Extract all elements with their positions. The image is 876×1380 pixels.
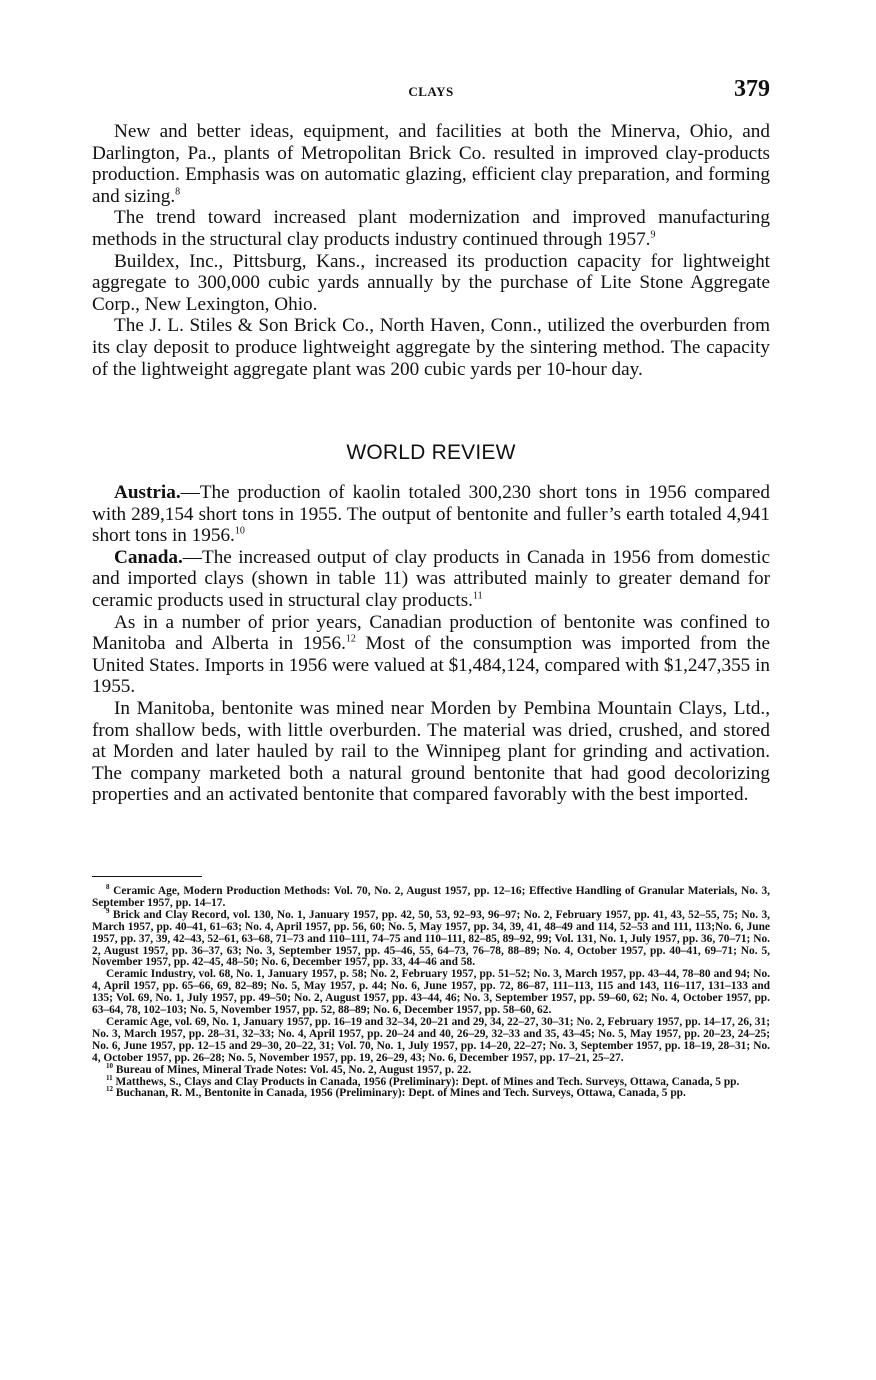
footnote-text: Matthews, S., Clays and Clay Products in Canada, 1956 (Preliminary): Dept. of Mines and Tech. Surveys, Ottawa, Canada, 5 pp. [112, 1075, 740, 1088]
footnote-text: Ceramic Age, vol. 69, No. 1, January 1957, pp. 16–19 and 32–34, 20–21 and 29, 34, 22–27, 30–31; No. 2, February 1957, pp. 14–17, 26, 31; No. 3, March 1957, pp. 28–31, 32–33; No. 4, April 1957, pp. 20–24 and 40, 26–29, 32–33 and 35, 43–45; No. 5, May 1957, pp. 20–23, 24–25; No. 6, June 1957, pp. 12–15 and 29–30, 20–22, 31; Vol. 70, No. 1, July 1957, pp. 14–20, 22–27; No. 3, September 1957, pp. 18–19, 28–31; No. 4, October 1957, pp. 26–28; No. 5, November 1957, pp. 19, 26–29, 43; No. 6, December 1957, pp. 17–21, 25–27. [92, 1015, 770, 1064]
footnote-ref[interactable]: 12 [345, 633, 356, 645]
footnote-ref[interactable]: 11 [472, 590, 483, 602]
footnote-ref[interactable]: 9 [650, 229, 656, 241]
footnote-ref[interactable]: 10 [234, 525, 245, 537]
footnote-mark: 9 [106, 907, 110, 916]
country-name: Austria. [114, 482, 181, 503]
footnote-mark: 12 [106, 1085, 113, 1094]
intro-section [92, 121, 770, 380]
paragraph-text: In Manitoba, bentonite was mined near Morden by Pembina Mountain Clays, Ltd., from shallow beds, with little overburden. The material was dried, crushed, and stored at Morden and later hauled by rail to the Winnipeg plant for grinding and activation. The company marketed both a natural ground bentonite that had good decolorizing properties and an activated bentonite that compared favorably with the best imported. [92, 697, 770, 806]
paragraph-canada [92, 547, 770, 612]
paragraph-text: The trend toward increased plant modernization and improved manufacturing methods in the structural clay products industry continued through 1957. [92, 207, 770, 250]
paragraph-text: New and better ideas, equipment, and facilities at both the Minerva, Ohio, and Darlington, Pa., plants of Metropolitan Brick Co. resulted in improved clay-products production. Emphasis was on automatic glazing, efficient clay preparation, and forming and sizing. [92, 121, 770, 207]
paragraph-text: As in a number of prior years, Canadian production of bentonite was confined to Manitoba and Alberta in 1956. [92, 611, 770, 655]
section-heading: WORLD REVIEW [346, 441, 516, 464]
paragraph-text: Most of the consumption was imported from the United States. Imports in 1956 were valued at $1,484,124, compared with $1,247,355 in 1955. [92, 633, 770, 698]
paragraph-text: —The production of kaolin totaled 300,230 short tons in 1956 compared with 289,154 short tons in 1955. The output of bentonite and fuller’s earth totaled 4,941 short tons in 1956. [92, 482, 770, 547]
paragraph [92, 698, 770, 806]
footnote-ref[interactable]: 8 [175, 186, 181, 198]
footnote-mark: 11 [106, 1073, 113, 1082]
footnote [92, 907, 770, 970]
footnote [92, 883, 770, 910]
footnote-text: Buchanan, R. M., Bentonite in Canada, 1956 (Preliminary): Dept. of Mines and Tech. Surveys, Ottawa, Canada, 5 pp. [113, 1087, 686, 1100]
footnote-text: Ceramic Industry, vol. 68, No. 1, January 1957, p. 58; No. 2, February 1957, pp. 51–52; No. 3, March 1957, pp. 43–44, 78–80 and 94; No. 4, April 1957, pp. 65–66, 69, 82–89; No. 5, May 1957, p. 44; No. 6, June 1957, pp. 72, 86–87, 111–113, 115 and 143, 116–117, 131–133 and 135; Vol. 69, No. 1, July 1957, pp. 49–50; No. 2, August 1957, pp. 43–44, 46; No. 3, September 1957, pp. 59–60, 62; No. 4, October 1957, pp. 63–64, 78, 102–103; No. 5, November 1957, pp. 52, 88–89; No. 6, December 1957, pp. 58–60, 62. [92, 968, 770, 1017]
paragraph-text: —The increased output of clay products in Canada in 1956 from domestic and imported clays (shown in table 11) was attributed mainly to greater demand for ceramic products used in structural clay products. [92, 546, 770, 611]
footnote [92, 969, 770, 1017]
footnote-divider [92, 876, 202, 877]
page-number: 379 [734, 76, 770, 102]
paragraph-austria [92, 482, 770, 547]
world-review-section [92, 482, 770, 806]
footnote-text: Bureau of Mines, Mineral Trade Notes: Vol. 45, No. 2, August 1957, p. 22. [113, 1063, 472, 1076]
footnotes [92, 883, 770, 1100]
paragraph-text: Buildex, Inc., Pittsburg, Kans., increased its production capacity for lightweight aggregate to 300,000 cubic yards annually by the purchase of Lite Stone Aggregate Corp., New Lexington, Ohio. [92, 250, 770, 315]
paragraph [92, 251, 770, 316]
paragraph-text: The J. L. Stiles & Son Brick Co., North Haven, Conn., utilized the overburden from its clay deposit to produce lightweight aggregate by the sintering method. The capacity of the lightweight aggregate plant was 200 cubic yards per 10-hour day. [92, 315, 770, 380]
footnote-mark: 8 [106, 883, 110, 892]
running-head: CLAYS [408, 84, 454, 99]
page-header [92, 76, 770, 110]
paragraph [92, 315, 770, 380]
paragraph [92, 207, 770, 250]
footnote-text: Brick and Clay Record, vol. 130, No. 1, January 1957, pp. 42, 50, 53, 92–93, 96–97; No. 2, February 1957, pp. 41, 43, 52–55, 75; No. 3, March 1957, pp. 40–41, 61–63; No. 4, April 1957, pp. 56, 60; No. 5, May 1957, pp. 34, 39, 41, 48–49 and 114, 52–53 and 111, 113;No. 6, June 1957, pp. 37, 39, 42–43, 52–61, 63–68, 71–73 and 110–111, 74–75 and 110–111, 82–85, 89–92, 99; Vol. 131, No. 1, July 1957, pp. 36, 70–71; No. 2, August 1957, pp. 36–37, 63; No. 3, September 1957, pp. 45–46, 55, 64–73, 76–78, 88–89; No. 4, October 1957, pp. 40–41, 69–71; No. 5, November 1957, pp. 42–45, 48–50; No. 6, December 1957, pp. 33, 44–46 and 58. [92, 908, 770, 969]
footnote-mark: 10 [106, 1061, 113, 1070]
paragraph [92, 612, 770, 698]
country-name: Canada. [114, 546, 183, 568]
footnote-text: Ceramic Age, Modern Production Methods: Vol. 70, No. 2, August 1957, pp. 12–16; Effective Handling of Granular Materials, No. 3, September 1957, pp. 14–17. [92, 885, 770, 909]
paragraph [92, 121, 770, 207]
footnote [92, 1017, 770, 1065]
footnote [92, 1085, 770, 1100]
